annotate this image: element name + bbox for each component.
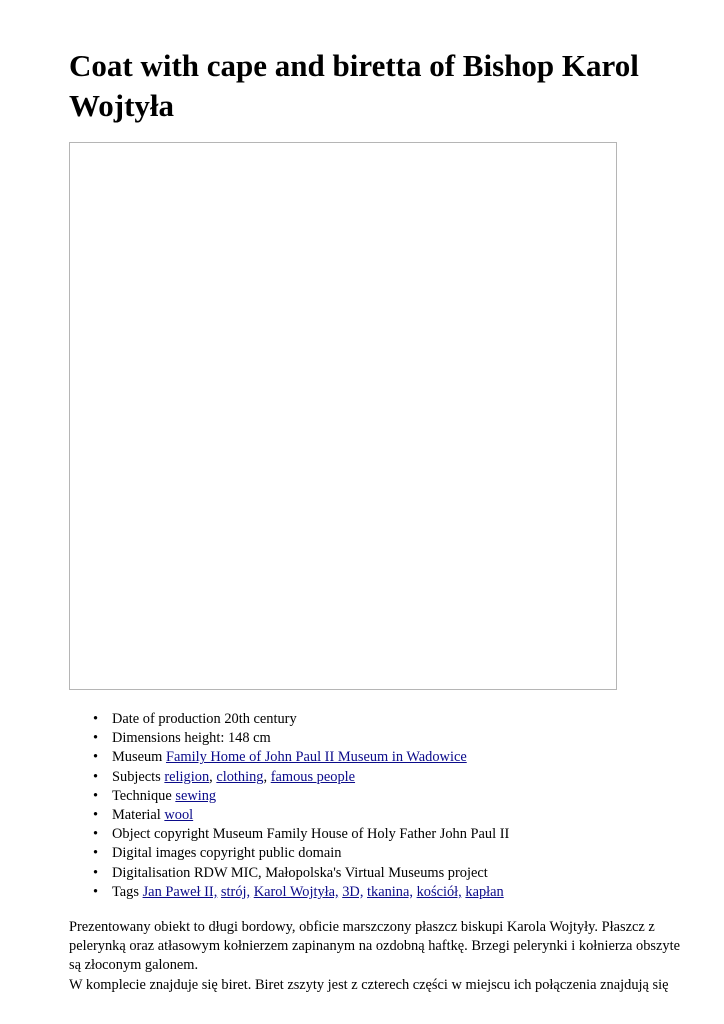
tag-link[interactable]: kapłan [465,883,504,900]
technique-link[interactable]: sewing [175,787,217,804]
tag-link[interactable]: strój, [220,883,251,900]
subject-link-religion[interactable]: religion [164,768,210,785]
meta-object-copyright [93,825,509,844]
subject-link-famous-people[interactable]: famous people [270,768,356,785]
meta-museum [93,748,509,767]
meta-date-label: Date of production [112,711,221,727]
meta-dimensions-value: height: 148 cm [184,730,271,747]
meta-material-label: Material [112,807,161,824]
meta-date [93,710,509,729]
tag-link[interactable]: 3D, [342,883,364,900]
meta-technique-label: Technique [112,787,172,804]
museum-link[interactable]: Family Home of John Paul II Museum in Wadowice [165,749,467,766]
meta-subjects: • Subjects religion, clothing, famous people [93,768,509,787]
meta-digitalisation-value: RDW MIC, Małopolska's Virtual Museums project [193,864,488,881]
meta-museum-label: Museum [112,749,163,766]
meta-subjects-label: Subjects [112,768,161,785]
material-link[interactable]: wool [164,807,194,824]
meta-digitalisation [93,864,509,883]
object-image-viewer[interactable] [69,142,617,690]
description-paragraph: Prezentowany obiekt to długi bordowy, obficie marszczony płaszcz biskupi Karola Wojtyły. Płaszcz z pelerynką oraz atłasowym kołnierzem zapinanym na ozdobną haftkę. Brzegi pelerynki i kołnierza obszyte są złoconym galonem. [69,919,680,974]
tag-link[interactable]: tkanina, [367,883,413,900]
object-description [69,918,695,995]
metadata-list [93,710,509,902]
meta-tags [93,883,509,902]
meta-material [93,806,509,825]
meta-dimensions-label: Dimensions [112,730,181,747]
description-paragraph: W komplecie znajduje się biret. Biret zszyty jest z czterech części w miejscu ich połączenia znajdują się [69,976,669,993]
meta-images-copyright [93,844,509,863]
meta-object-copyright-label: Object copyright [112,826,210,843]
meta-digitalisation-label: Digitalisation [112,864,191,881]
meta-tags-label: Tags [112,883,139,900]
page-title: Coat with cape and biretta of Bishop Karol Wojtyła [69,48,639,123]
meta-images-copyright-value: public domain [258,845,342,862]
subject-link-clothing[interactable]: clothing [216,768,264,785]
meta-technique [93,787,509,806]
tag-link[interactable]: Jan Paweł II, [142,883,218,900]
meta-date-value: 20th century [224,711,297,727]
meta-object-copyright-value: Museum Family House of Holy Father John Paul II [212,826,510,843]
tag-link[interactable]: kościół, [416,883,462,900]
meta-images-copyright-label: Digital images copyright [112,845,256,862]
tag-link[interactable]: Karol Wojtyła, [253,883,339,900]
meta-dimensions [93,729,509,748]
